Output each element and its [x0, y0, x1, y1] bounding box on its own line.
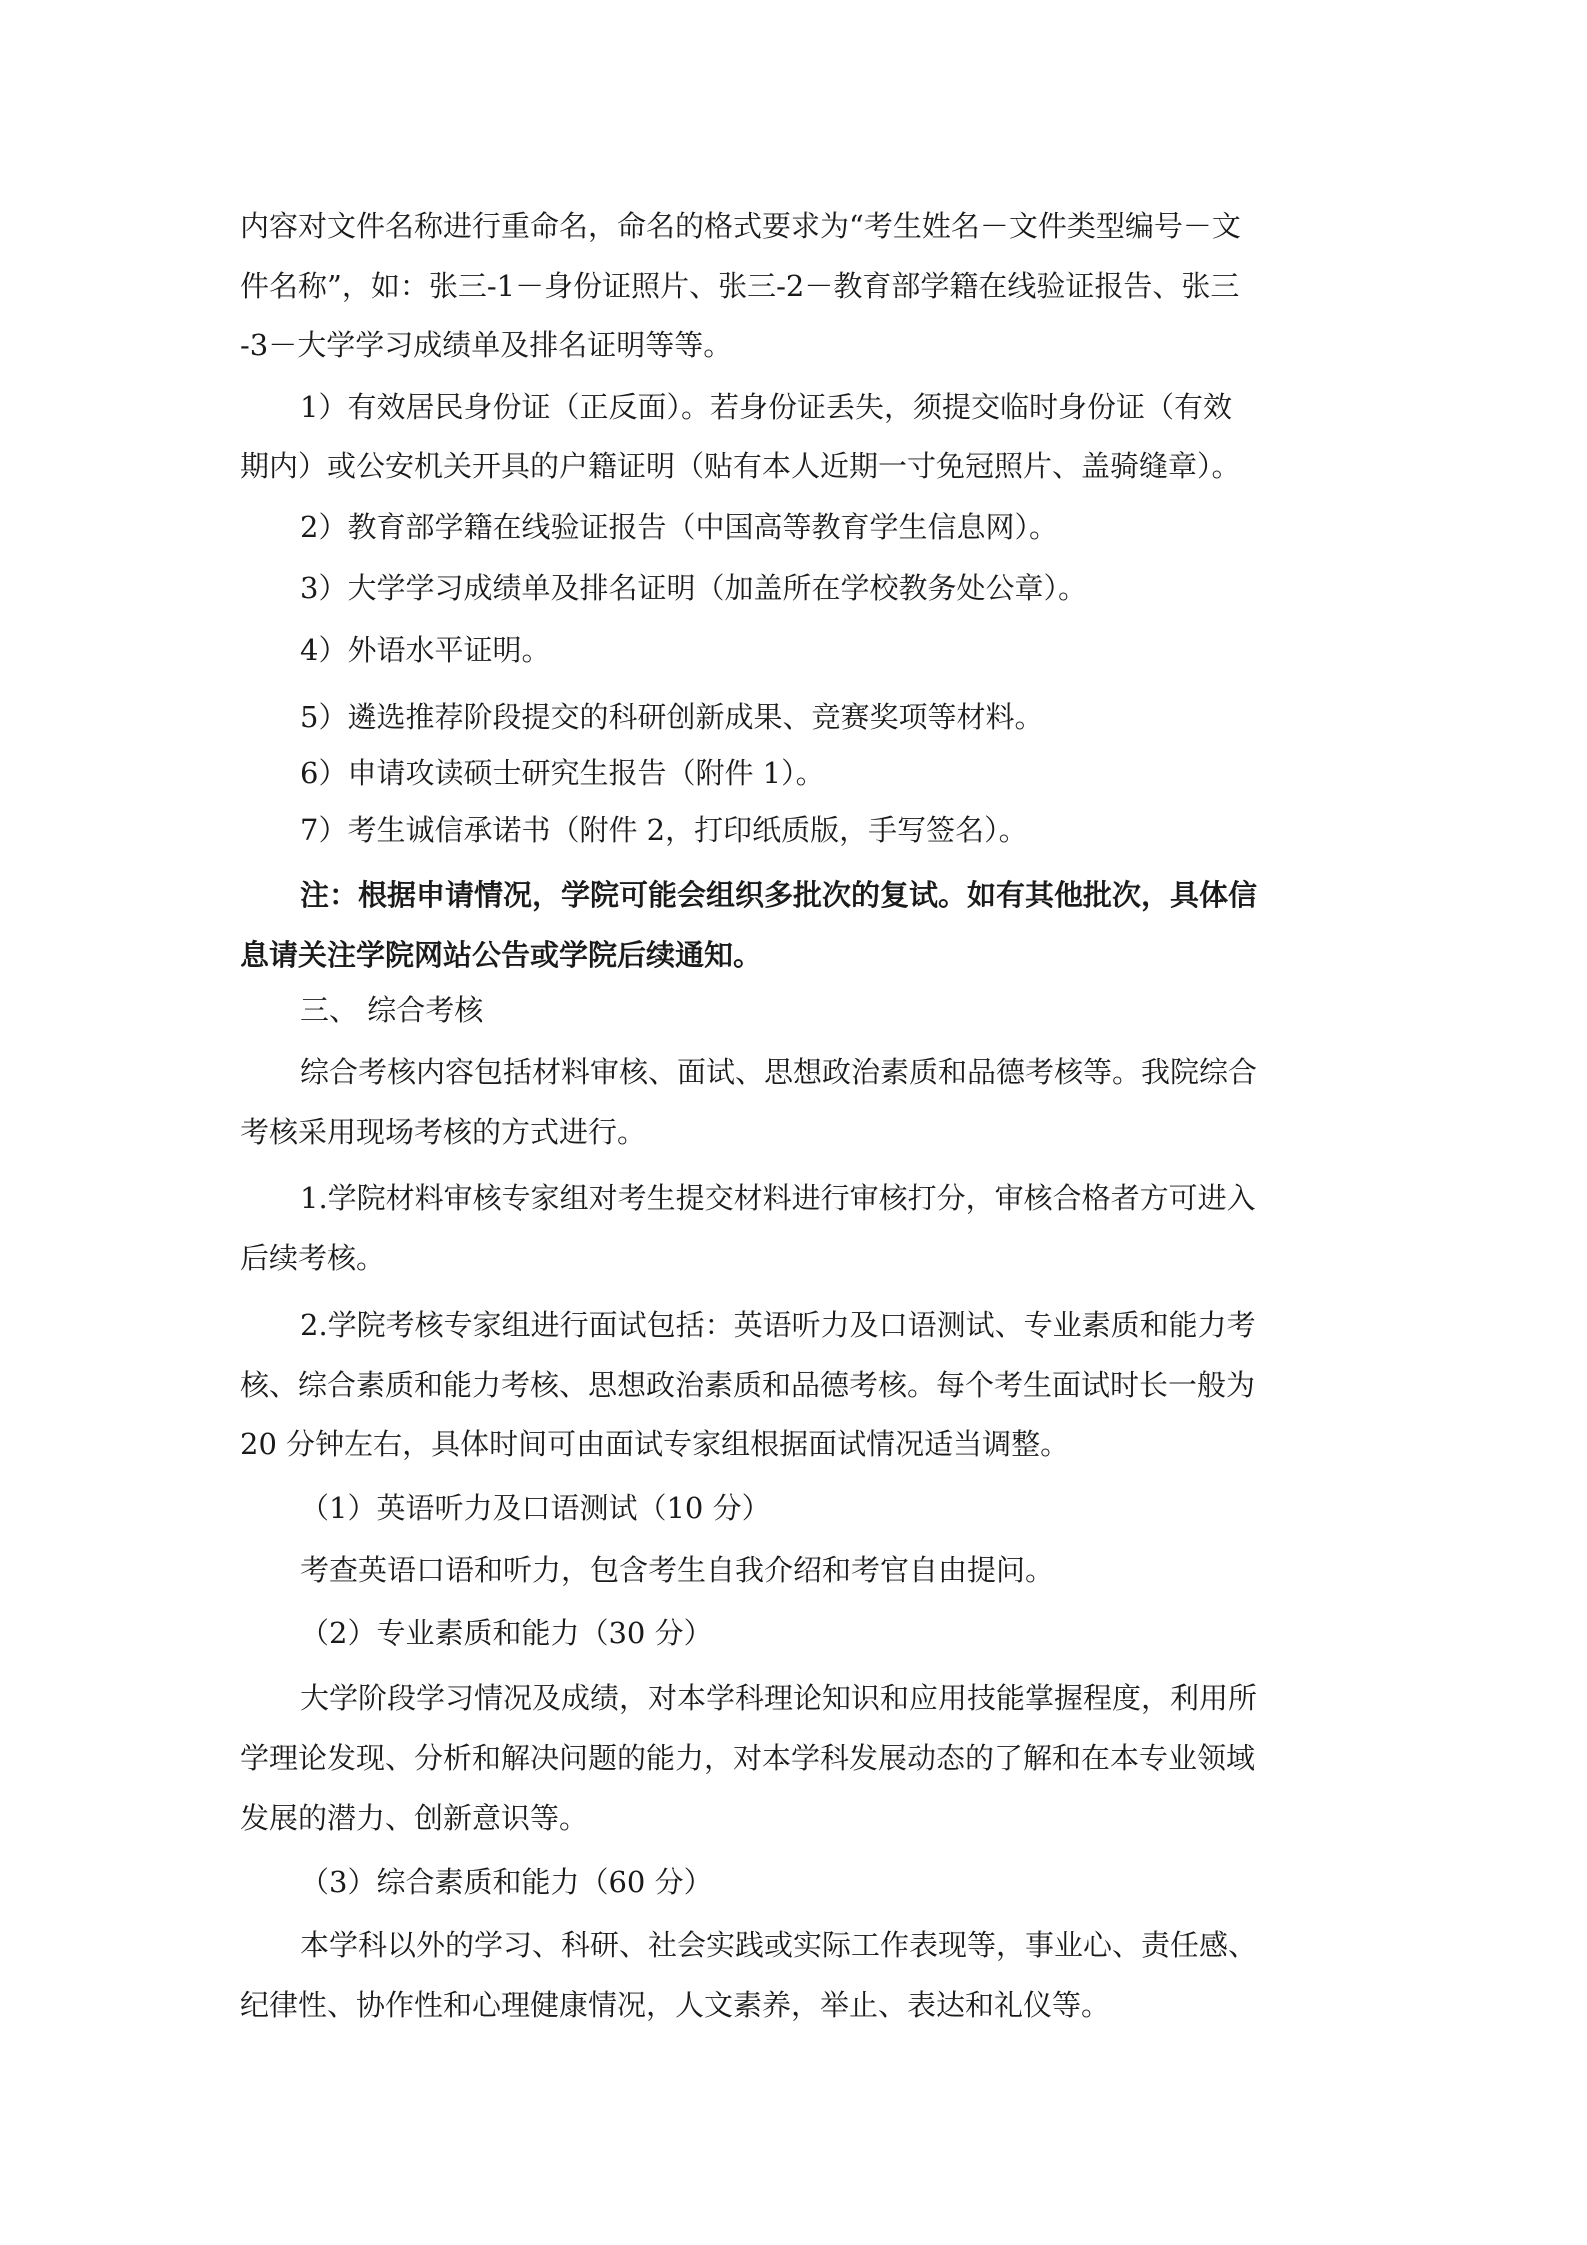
text-line: 1.学院材料审核专家组对考生提交材料进行审核打分，审核合格者方可进入: [300, 1181, 1256, 1215]
list-item: 3）大学学习成绩单及排名证明（加盖所在学校教务处公章）。: [300, 571, 1087, 605]
text-line: 内容对文件名称进行重命名，命名的格式要求为“考生姓名－文件类型编号－文: [240, 209, 1241, 243]
list-item: 1）有效居民身份证（正反面）。若身份证丢失，须提交临时身份证（有效: [300, 390, 1232, 424]
text-line: 件名称”，如：张三-1－身份证照片、张三-2－教育部学籍在线验证报告、张三: [240, 269, 1240, 303]
note-line: 息请关注学院网站公告或学院后续通知。: [240, 938, 763, 972]
text-line: 核、综合素质和能力考核、思想政治素质和品德考核。每个考生面试时长一般为: [240, 1368, 1256, 1402]
text-line: 发展的潜力、创新意识等。: [240, 1801, 589, 1835]
list-item: 2）教育部学籍在线验证报告（中国高等教育学生信息网）。: [300, 510, 1058, 544]
subsection-heading: （1）英语听力及口语测试（10 分）: [300, 1491, 771, 1525]
text-line: 综合考核内容包括材料审核、面试、思想政治素质和品德考核等。我院综合: [300, 1055, 1258, 1089]
text-line: 考核采用现场考核的方式进行。: [240, 1115, 647, 1149]
text-line: 纪律性、协作性和心理健康情况，人文素养，举止、表达和礼仪等。: [240, 1988, 1111, 2022]
text-line: 期内）或公安机关开具的户籍证明（贴有本人近期一寸免冠照片、盖骑缝章）。: [240, 449, 1241, 483]
note-line: 注：根据申请情况，学院可能会组织多批次的复试。如有其他批次，具体信: [300, 878, 1258, 912]
list-item: 7）考生诚信承诺书（附件 2，打印纸质版，手写签名）。: [300, 813, 1028, 847]
text-line: 大学阶段学习情况及成绩，对本学科理论知识和应用技能掌握程度，利用所: [300, 1681, 1258, 1715]
text-line: 本学科以外的学习、科研、社会实践或实际工作表现等，事业心、责任感、: [300, 1928, 1258, 1962]
text-line: 2.学院考核专家组进行面试包括：英语听力及口语测试、专业素质和能力考: [300, 1308, 1256, 1342]
list-item: 6）申请攻读硕士研究生报告（附件 1）。: [300, 756, 825, 790]
text-line: 后续考核。: [240, 1241, 386, 1275]
list-item: 4）外语水平证明。: [300, 633, 551, 667]
section-heading: 三、 综合考核: [300, 993, 484, 1027]
text-line: 学理论发现、分析和解决问题的能力，对本学科发展动态的了解和在本专业领域: [240, 1741, 1256, 1775]
text-line: 考查英语口语和听力，包含考生自我介绍和考官自由提问。: [300, 1553, 1055, 1587]
list-item: 5）遴选推荐阶段提交的科研创新成果、竞赛奖项等材料。: [300, 700, 1044, 734]
text-line: 20 分钟左右，具体时间可由面试专家组根据面试情况适当调整。: [240, 1427, 1070, 1461]
text-line: -3－大学学习成绩单及排名证明等等。: [240, 328, 733, 362]
subsection-heading: （2）专业素质和能力（30 分）: [300, 1616, 713, 1650]
subsection-heading: （3）综合素质和能力（60 分）: [300, 1865, 713, 1899]
